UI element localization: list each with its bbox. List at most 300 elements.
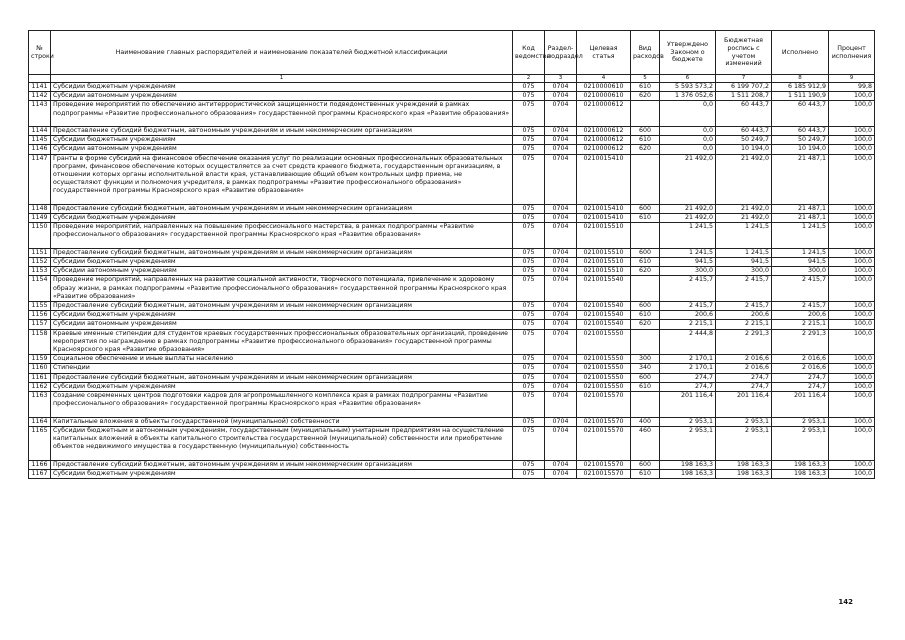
budget-list-amount: 60 443,7 [716, 101, 772, 127]
section-code: 0704 [545, 154, 577, 204]
section-code: 0704 [545, 311, 577, 320]
table-row [29, 136, 875, 145]
target-article: 0210000610 [577, 92, 631, 101]
budget-list-amount: 198 163,3 [716, 469, 772, 478]
percent-executed: 100,0 [829, 392, 875, 418]
row-number: 1141 [29, 83, 51, 92]
section-code: 0704 [545, 248, 577, 257]
approved-amount: 2 444,8 [660, 329, 716, 355]
table-row [29, 101, 875, 127]
row-number: 1153 [29, 267, 51, 276]
budget-list-amount: 1 511 208,7 [716, 92, 772, 101]
target-article: 0210015550 [577, 373, 631, 382]
executed-amount: 60 443,7 [772, 101, 829, 127]
target-article: 0210015540 [577, 302, 631, 311]
expense-type: 610 [631, 258, 660, 267]
ministry-code: 075 [513, 469, 545, 478]
executed-amount: 198 163,3 [772, 460, 829, 469]
expense-type: 460 [631, 426, 660, 460]
target-article: 0210015510 [577, 223, 631, 249]
target-article: 0210015550 [577, 364, 631, 373]
table-row [29, 302, 875, 311]
row-name: Субсидии автономным учреждениям [51, 145, 513, 154]
percent-executed: 100,0 [829, 127, 875, 136]
executed-amount: 198 163,3 [772, 469, 829, 478]
target-article: 0210015570 [577, 426, 631, 460]
ministry-code: 075 [513, 214, 545, 223]
expense-type [631, 101, 660, 127]
table-row [29, 392, 875, 418]
target-article: 0210015570 [577, 392, 631, 418]
row-name: Предоставление субсидий бюджетным, автономным учреждениям и иным некоммерческим организациям [51, 127, 513, 136]
executed-amount: 200,6 [772, 311, 829, 320]
table-row [29, 364, 875, 373]
ministry-code: 075 [513, 302, 545, 311]
section-code: 0704 [545, 302, 577, 311]
section-code: 0704 [545, 320, 577, 329]
budget-table [28, 30, 875, 479]
row-number: 1149 [29, 214, 51, 223]
expense-type: 340 [631, 364, 660, 373]
column-number: 6 [660, 75, 716, 83]
row-number: 1142 [29, 92, 51, 101]
column-number-row [29, 75, 875, 83]
percent-executed: 100,0 [829, 382, 875, 391]
budget-list-amount: 2 415,7 [716, 302, 772, 311]
table-row [29, 204, 875, 213]
row-name: Предоставление субсидий бюджетным, автономным учреждениям и иным некоммерческим организациям [51, 204, 513, 213]
budget-list-amount: 6 199 707,2 [716, 83, 772, 92]
table-row [29, 426, 875, 460]
percent-executed: 100,0 [829, 204, 875, 213]
ministry-code: 075 [513, 127, 545, 136]
expense-type: 610 [631, 136, 660, 145]
header-percent: Процент исполнения [829, 31, 875, 75]
percent-executed: 100,0 [829, 101, 875, 127]
section-code: 0704 [545, 392, 577, 418]
ministry-code: 075 [513, 248, 545, 257]
expense-type: 620 [631, 267, 660, 276]
column-number: 4 [577, 75, 631, 83]
expense-type [631, 154, 660, 204]
approved-amount: 2 170,1 [660, 355, 716, 364]
row-number: 1148 [29, 204, 51, 213]
expense-type: 400 [631, 417, 660, 426]
section-code: 0704 [545, 417, 577, 426]
ministry-code: 075 [513, 101, 545, 127]
budget-list-amount: 300,0 [716, 267, 772, 276]
percent-executed: 100,0 [829, 214, 875, 223]
page-number: 142 [838, 598, 853, 606]
section-code: 0704 [545, 373, 577, 382]
row-number: 1157 [29, 320, 51, 329]
budget-list-amount: 274,7 [716, 373, 772, 382]
target-article: 0210015410 [577, 154, 631, 204]
approved-amount: 0,0 [660, 136, 716, 145]
table-row [29, 258, 875, 267]
column-number: 1 [51, 75, 513, 83]
executed-amount: 2 953,1 [772, 426, 829, 460]
row-name: Субсидии бюджетным и автономным учреждениям, государственным (муниципальным) унитарным предприятиям на осуществление капитальных вложений в объекты капитального строительства государственной (муниципальной) собственности или приобретение объектов недвижимого имущества в государственную (муниципальную) собственность [51, 426, 513, 460]
approved-amount: 2 953,1 [660, 417, 716, 426]
budget-list-amount: 2 953,1 [716, 426, 772, 460]
ministry-code: 075 [513, 426, 545, 460]
row-name: Субсидии бюджетным учреждениям [51, 469, 513, 478]
ministry-code: 075 [513, 83, 545, 92]
column-number [29, 75, 51, 83]
ministry-code: 075 [513, 329, 545, 355]
section-code: 0704 [545, 136, 577, 145]
target-article: 0210015410 [577, 204, 631, 213]
executed-amount: 2 215,1 [772, 320, 829, 329]
executed-amount: 1 241,5 [772, 223, 829, 249]
header-budget-list: Бюджетная роспись с учетом изменений [716, 31, 772, 75]
ministry-code: 075 [513, 382, 545, 391]
percent-executed: 100,0 [829, 355, 875, 364]
executed-amount: 2 016,6 [772, 364, 829, 373]
budget-list-amount: 941,5 [716, 258, 772, 267]
budget-list-amount: 198 163,3 [716, 460, 772, 469]
section-code: 0704 [545, 223, 577, 249]
percent-executed: 100,0 [829, 373, 875, 382]
column-number: 9 [829, 75, 875, 83]
target-article: 0210015540 [577, 320, 631, 329]
table-row [29, 83, 875, 92]
row-name: Капитальные вложения в объекты государственной (муниципальной) собственности [51, 417, 513, 426]
ministry-code: 075 [513, 267, 545, 276]
row-name: Предоставление субсидий бюджетным, автономным учреждениям и иным некоммерческим организациям [51, 373, 513, 382]
section-code: 0704 [545, 83, 577, 92]
ministry-code: 075 [513, 355, 545, 364]
percent-executed: 99,8 [829, 83, 875, 92]
row-name: Проведение мероприятий по обеспечению антитеррористической защищенности подведомственных учреждений в рамках подпрограммы «Развитие профессионального образования» государственной программы Красноярского края «Развитие образования» [51, 101, 513, 127]
approved-amount: 198 163,3 [660, 469, 716, 478]
approved-amount: 21 492,0 [660, 204, 716, 213]
header-section: Раздел- подраздел [545, 31, 577, 75]
section-code: 0704 [545, 145, 577, 154]
budget-list-amount: 1 241,5 [716, 248, 772, 257]
approved-amount: 941,5 [660, 258, 716, 267]
row-name: Субсидии автономным учреждениям [51, 267, 513, 276]
row-name: Субсидии бюджетным учреждениям [51, 382, 513, 391]
row-name: Предоставление субсидий бюджетным, автономным учреждениям и иным некоммерческим организациям [51, 248, 513, 257]
expense-type: 600 [631, 460, 660, 469]
expense-type: 610 [631, 311, 660, 320]
expense-type: 600 [631, 127, 660, 136]
row-name: Гранты в форме субсидий на финансовое обеспечение оказания услуг по реализации основных профессиональных образовательных программ, финансовое обеспечение которых осуществляется за счет средств краевого бюджета, государственным организациям, в отношении которых органы исполнительной власти края, устанавливающие общий объем контрольных цифр приема, не осуществляют функции и полномочия учредителя, в рамках подпрограммы «Развитие профессионального образования» государственной программы Красноярского края «Развитие образования» [51, 154, 513, 204]
percent-executed: 100,0 [829, 223, 875, 249]
ministry-code: 075 [513, 417, 545, 426]
executed-amount: 2 953,1 [772, 417, 829, 426]
row-name: Субсидии бюджетным учреждениям [51, 214, 513, 223]
percent-executed: 100,0 [829, 426, 875, 460]
target-article: 0210000612 [577, 136, 631, 145]
expense-type: 620 [631, 145, 660, 154]
ministry-code: 075 [513, 460, 545, 469]
approved-amount: 0,0 [660, 101, 716, 127]
approved-amount: 0,0 [660, 145, 716, 154]
percent-executed: 100,0 [829, 154, 875, 204]
expense-type: 600 [631, 248, 660, 257]
executed-amount: 941,5 [772, 258, 829, 267]
section-code: 0704 [545, 364, 577, 373]
column-number: 3 [545, 75, 577, 83]
budget-list-amount: 2 215,1 [716, 320, 772, 329]
ministry-code: 075 [513, 364, 545, 373]
approved-amount: 274,7 [660, 373, 716, 382]
budget-list-amount: 2 291,3 [716, 329, 772, 355]
table-row [29, 417, 875, 426]
row-name: Краевые именные стипендии для студентов краевых государственных профессиональных образовательных организаций, проведение мероприятия по награждению в рамках подпрограммы «Развитие профессионального образования» государственной программы Красноярского края «Развитие образования» [51, 329, 513, 355]
approved-amount: 274,7 [660, 382, 716, 391]
table-row [29, 373, 875, 382]
row-name: Стипендии [51, 364, 513, 373]
percent-executed: 100,0 [829, 320, 875, 329]
percent-executed: 100,0 [829, 460, 875, 469]
budget-list-amount: 2 016,6 [716, 364, 772, 373]
table-row [29, 276, 875, 302]
table-row [29, 92, 875, 101]
table-row [29, 320, 875, 329]
section-code: 0704 [545, 276, 577, 302]
table-row [29, 223, 875, 249]
row-name: Субсидии бюджетным учреждениям [51, 136, 513, 145]
target-article: 0210015550 [577, 355, 631, 364]
row-name: Субсидии бюджетным учреждениям [51, 311, 513, 320]
table-body [29, 83, 875, 479]
executed-amount: 50 249,7 [772, 136, 829, 145]
ministry-code: 075 [513, 223, 545, 249]
row-name: Субсидии автономным учреждениям [51, 92, 513, 101]
row-number: 1160 [29, 364, 51, 373]
percent-executed: 100,0 [829, 248, 875, 257]
row-number: 1151 [29, 248, 51, 257]
budget-list-amount: 274,7 [716, 382, 772, 391]
section-code: 0704 [545, 214, 577, 223]
executed-amount: 2 016,6 [772, 355, 829, 364]
row-number: 1164 [29, 417, 51, 426]
table-row [29, 382, 875, 391]
row-number: 1150 [29, 223, 51, 249]
table-row [29, 127, 875, 136]
ministry-code: 075 [513, 311, 545, 320]
row-number: 1156 [29, 311, 51, 320]
header-executed: Исполнено [772, 31, 829, 75]
expense-type: 610 [631, 382, 660, 391]
header-expense-type: Вид расходов [631, 31, 660, 75]
executed-amount: 10 194,0 [772, 145, 829, 154]
ministry-code: 075 [513, 92, 545, 101]
percent-executed: 100,0 [829, 329, 875, 355]
budget-list-amount: 21 492,0 [716, 204, 772, 213]
target-article: 0210015510 [577, 248, 631, 257]
expense-type: 300 [631, 355, 660, 364]
executed-amount: 6 185 912,9 [772, 83, 829, 92]
target-article: 0210015570 [577, 417, 631, 426]
section-code: 0704 [545, 382, 577, 391]
expense-type: 610 [631, 469, 660, 478]
expense-type: 620 [631, 92, 660, 101]
section-code: 0704 [545, 127, 577, 136]
section-code: 0704 [545, 355, 577, 364]
row-number: 1162 [29, 382, 51, 391]
approved-amount: 21 492,0 [660, 214, 716, 223]
percent-executed: 100,0 [829, 145, 875, 154]
section-code: 0704 [545, 101, 577, 127]
ministry-code: 075 [513, 145, 545, 154]
executed-amount: 60 443,7 [772, 127, 829, 136]
target-article: 0210000612 [577, 127, 631, 136]
row-number: 1159 [29, 355, 51, 364]
expense-type: 610 [631, 214, 660, 223]
row-name: Предоставление субсидий бюджетным, автономным учреждениям и иным некоммерческим организациям [51, 460, 513, 469]
budget-list-amount: 1 241,5 [716, 223, 772, 249]
target-article: 0210000612 [577, 101, 631, 127]
budget-list-amount: 2 953,1 [716, 417, 772, 426]
section-code: 0704 [545, 92, 577, 101]
budget-list-amount: 21 492,0 [716, 214, 772, 223]
ministry-code: 075 [513, 204, 545, 213]
header-ministry-code: Код ведомства [513, 31, 545, 75]
expense-type: 600 [631, 373, 660, 382]
ministry-code: 075 [513, 373, 545, 382]
approved-amount: 1 241,5 [660, 223, 716, 249]
percent-executed: 100,0 [829, 276, 875, 302]
budget-list-amount: 10 194,0 [716, 145, 772, 154]
target-article: 0210015570 [577, 469, 631, 478]
row-name: Предоставление субсидий бюджетным, автономным учреждениям и иным некоммерческим организациям [51, 302, 513, 311]
column-number: 7 [716, 75, 772, 83]
table-row [29, 311, 875, 320]
target-article: 0210015510 [577, 258, 631, 267]
column-number: 8 [772, 75, 829, 83]
approved-amount: 2 415,7 [660, 276, 716, 302]
executed-amount: 21 487,1 [772, 154, 829, 204]
percent-executed: 100,0 [829, 258, 875, 267]
approved-amount: 201 116,4 [660, 392, 716, 418]
section-code: 0704 [545, 460, 577, 469]
row-number: 1158 [29, 329, 51, 355]
target-article: 0210015410 [577, 214, 631, 223]
row-name: Субсидии бюджетным учреждениям [51, 83, 513, 92]
row-number: 1165 [29, 426, 51, 460]
row-number: 1155 [29, 302, 51, 311]
target-article: 0210015570 [577, 460, 631, 469]
budget-list-amount: 60 443,7 [716, 127, 772, 136]
budget-list-amount: 50 249,7 [716, 136, 772, 145]
header-target-article: Целевая статья [577, 31, 631, 75]
section-code: 0704 [545, 258, 577, 267]
row-number: 1145 [29, 136, 51, 145]
approved-amount: 2 415,7 [660, 302, 716, 311]
budget-list-amount: 2 016,6 [716, 355, 772, 364]
budget-list-amount: 2 415,7 [716, 276, 772, 302]
header-row-number: № строки [29, 31, 51, 75]
percent-executed: 100,0 [829, 364, 875, 373]
ministry-code: 075 [513, 320, 545, 329]
row-name: Субсидии бюджетным учреждениям [51, 258, 513, 267]
expense-type [631, 392, 660, 418]
approved-amount: 21 492,0 [660, 154, 716, 204]
header-approved: Утверждено Законом о бюджете [660, 31, 716, 75]
percent-executed: 100,0 [829, 136, 875, 145]
table-row [29, 214, 875, 223]
row-number: 1144 [29, 127, 51, 136]
target-article: 0210000610 [577, 83, 631, 92]
expense-type: 620 [631, 320, 660, 329]
row-number: 1161 [29, 373, 51, 382]
executed-amount: 21 487,1 [772, 204, 829, 213]
target-article: 0210015540 [577, 311, 631, 320]
budget-list-amount: 21 492,0 [716, 154, 772, 204]
ministry-code: 075 [513, 276, 545, 302]
target-article: 0210015550 [577, 329, 631, 355]
executed-amount: 2 415,7 [772, 276, 829, 302]
percent-executed: 100,0 [829, 417, 875, 426]
ministry-code: 075 [513, 154, 545, 204]
row-number: 1152 [29, 258, 51, 267]
approved-amount: 2 953,1 [660, 426, 716, 460]
table-row [29, 469, 875, 478]
percent-executed: 100,0 [829, 302, 875, 311]
table-row [29, 460, 875, 469]
percent-executed: 100,0 [829, 267, 875, 276]
column-number: 2 [513, 75, 545, 83]
column-number: 5 [631, 75, 660, 83]
row-number: 1154 [29, 276, 51, 302]
expense-type: 600 [631, 302, 660, 311]
approved-amount: 200,6 [660, 311, 716, 320]
ministry-code: 075 [513, 258, 545, 267]
budget-list-amount: 200,6 [716, 311, 772, 320]
executed-amount: 201 116,4 [772, 392, 829, 418]
row-number: 1146 [29, 145, 51, 154]
row-number: 1167 [29, 469, 51, 478]
approved-amount: 300,0 [660, 267, 716, 276]
approved-amount: 198 163,3 [660, 460, 716, 469]
ministry-code: 075 [513, 136, 545, 145]
executed-amount: 2 291,3 [772, 329, 829, 355]
approved-amount: 2 170,1 [660, 364, 716, 373]
table-row [29, 355, 875, 364]
row-number: 1147 [29, 154, 51, 204]
section-code: 0704 [545, 204, 577, 213]
row-number: 1143 [29, 101, 51, 127]
header-row [29, 31, 875, 75]
target-article: 0210015510 [577, 267, 631, 276]
table-row [29, 248, 875, 257]
row-name: Создание современных центров подготовки кадров для агропромышленного комплекса края в рамках подпрограммы «Развитие профессионального образования» государственной программы Красноярского края «Развитие образования» [51, 392, 513, 418]
target-article: 0210015540 [577, 276, 631, 302]
row-number: 1166 [29, 460, 51, 469]
expense-type [631, 276, 660, 302]
header-name: Наименование главных распорядителей и наименование показателей бюджетной классификации [51, 31, 513, 75]
table-row [29, 145, 875, 154]
section-code: 0704 [545, 469, 577, 478]
ministry-code: 075 [513, 392, 545, 418]
row-name: Проведение мероприятий, направленных на повышение профессионального мастерства, в рамках подпрограммы «Развитие профессионального образования» государственной программы Красноярского края «Развитие образования» [51, 223, 513, 249]
row-number: 1163 [29, 392, 51, 418]
executed-amount: 274,7 [772, 373, 829, 382]
expense-type: 610 [631, 83, 660, 92]
executed-amount: 1 241,5 [772, 248, 829, 257]
row-name: Субсидии автономным учреждениям [51, 320, 513, 329]
executed-amount: 1 511 190,9 [772, 92, 829, 101]
row-name: Проведение мероприятий, направленных на развитие социальной активности, творческого потенциала, привлечение к здоровому образу жизни, в рамках подпрограммы «Развитие профессионального образования» государственной программы Красноярского края «Развитие образования» [51, 276, 513, 302]
percent-executed: 100,0 [829, 311, 875, 320]
executed-amount: 21 487,1 [772, 214, 829, 223]
section-code: 0704 [545, 267, 577, 276]
